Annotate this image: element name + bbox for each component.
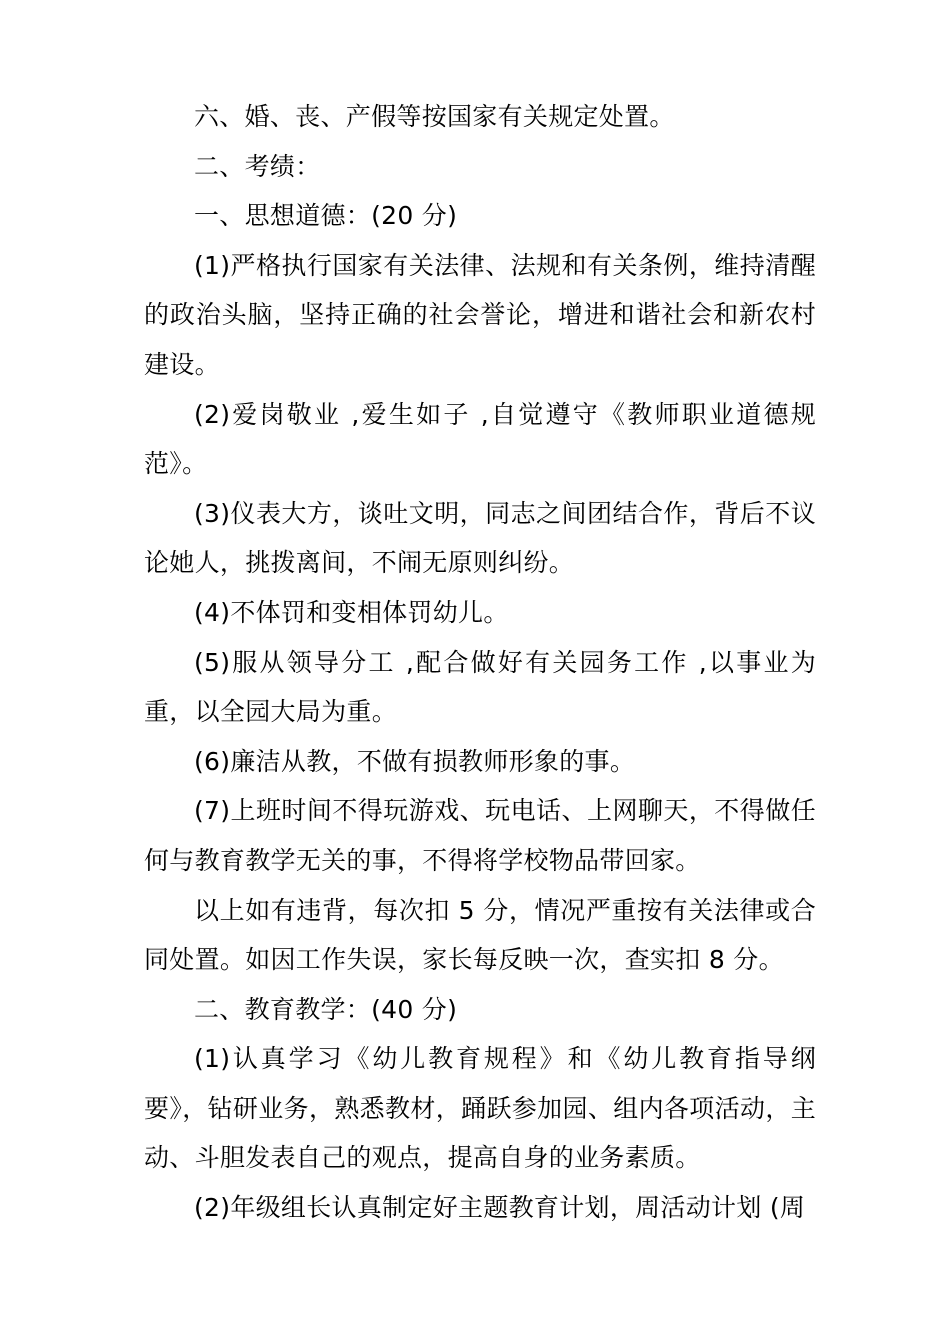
paragraph-item-6: (6)廉洁从教，不做有损教师形象的事。 [194, 746, 636, 776]
paragraph-item-4: (4)不体罚和变相体罚幼儿。 [194, 597, 509, 627]
paragraph-teaching-item-1: (1)认真学习《幼儿教育规程》和《幼儿教育指导纲要》，钻研业务，熟悉教材，踊跃参加园、组内各项活动，主动、斗胆发表自己的观点，提高自身的业务素质。 [144, 1044, 816, 1173]
paragraph-item-1: (1)严格执行国家有关法律、法规和有关条例，维持清醒的政治头脑，坚持正确的社会誉论，增进和谐社会和新农村建设。 [144, 250, 816, 379]
paragraph-item-2: (2)爱岗敬业 ,爱生如子 ,自觉遵守《教师职业道德规范》。 [144, 399, 816, 479]
paragraph-item-3: (3)仪表大方，谈吐文明，同志之间团结合作，背后不议论她人，挑拨离间，不闹无原则纠纷。 [144, 498, 816, 578]
document-page [144, 92, 816, 1233]
paragraph-penalty: 以上如有违背，每次扣 5 分，情况严重按有关法律或合同处置。如因工作失误，家长每反映一次，查实扣 8 分。 [144, 895, 816, 975]
heading-teaching: 二、教育教学：(40 分) [194, 994, 458, 1024]
paragraph-leave-rules: 六、婚、丧、产假等按国家有关规定处置。 [194, 102, 675, 131]
heading-assessment: 二、考绩： [194, 151, 321, 181]
paragraph-item-7: (7)上班时间不得玩游戏、玩电话、上网聊天，不得做任何与教育教学无关的事，不得将学校物品带回家。 [144, 796, 816, 875]
paragraph-teaching-item-2: (2)年级组长认真制定好主题教育计划，周活动计划 (周 [194, 1193, 806, 1223]
heading-morality: 一、思想道德：(20 分) [194, 201, 458, 231]
paragraph-item-5: (5)服从领导分工 ,配合做好有关园务工作 ,以事业为重，以全园大局为重。 [144, 647, 816, 727]
